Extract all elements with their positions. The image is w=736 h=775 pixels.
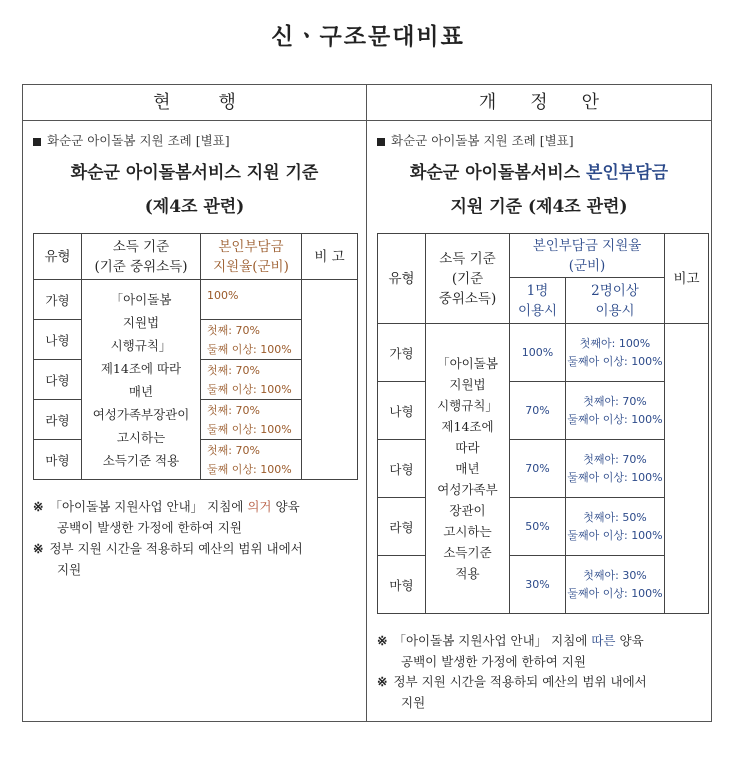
row-type: 마형 [378,556,426,614]
th-remark: 비 고 [302,234,358,280]
row-type: 나형 [34,320,82,360]
row-rate: 첫째: 70% 둘째 이상: 100% [201,360,302,400]
row-type: 가형 [34,280,82,320]
row-type: 라형 [34,400,82,440]
left-table-subtitle: (제4조 관련) [144,197,245,217]
row-rate-two: 첫째아: 50% 둘째아 이상: 100% [566,498,665,556]
row-rate-two: 첫째아: 70% 둘째아 이상: 100% [566,382,665,440]
row-type: 가형 [378,324,426,382]
th-rate: 본인부담금 지원율(군비) [201,234,302,280]
row-rate-two: 첫째아: 30% 둘째아 이상: 100% [566,556,665,614]
row-rate-one: 70% [510,440,566,498]
row-rate-one: 70% [510,382,566,440]
page-title: 신ㆍ구조문대비표 [271,24,465,50]
row-type: 나형 [378,382,426,440]
th-remark: 비고 [665,234,709,324]
left-ordinance-ref: 화순군 아이돌봄 지원 조례 [별표] [33,131,230,149]
right-table-subtitle: 지원 기준 (제4조 관련) [450,197,628,217]
row-rate-one: 30% [510,556,566,614]
left-table-title: 화순군 아이돌봄서비스 지원 기준 [70,163,319,183]
row-rate-two: 첫째아: 100% 둘째아 이상: 100% [566,324,665,382]
row-rate-one: 100% [510,324,566,382]
row-rate-one: 50% [510,498,566,556]
left-support-table [33,233,358,480]
square-bullet-icon [33,138,41,146]
header-revised: 개정안 [367,85,711,121]
th-type: 유형 [378,234,426,324]
row-rate: 첫째: 70% 둘째 이상: 100% [201,440,302,480]
remark-cell [302,280,358,480]
row-type: 라형 [378,498,426,556]
th-rate: 본인부담금 지원율 (군비) [510,234,665,278]
left-note-1: ※ 「아이돌봄 지원사업 안내」 지침에 의거 양육 공백이 발생한 가정에 한하여 지원 [33,499,300,535]
row-rate: 100% [201,280,302,320]
row-type: 마형 [34,440,82,480]
row-type: 다형 [34,360,82,400]
right-note-1: ※ 「아이돌봄 지원사업 안내」 지침에 따른 양육 공백이 발생한 가정에 한하여 지원 [377,633,644,669]
row-rate: 첫째: 70% 둘째 이상: 100% [201,400,302,440]
th-income: 소득 기준 (기준 중위소득) [82,234,201,280]
th-one-child: 1명 이용시 [510,278,566,324]
income-criteria: 「아이돌봄 지원법 시행규칙」 제14조에 따라 매년 여성가족부 장관이 고시하는 소득기준 적용 [426,324,510,614]
right-support-table [377,233,709,614]
row-rate-two: 첫째아: 70% 둘째아 이상: 100% [566,440,665,498]
row-rate: 첫째: 70% 둘째 이상: 100% [201,320,302,360]
income-criteria: 「아이돌봄 지원법 시행규칙」 제14조에 따라 매년 여성가족부장관이 고시하는 소득기준 적용 [82,280,201,480]
right-table-title: 화순군 아이돌봄서비스 본인부담금 [409,163,669,183]
right-note-2: ※ 정부 지원 시간을 적용하되 예산의 범위 내에서 지원 [377,674,647,710]
th-type: 유형 [34,234,82,280]
left-note-2: ※ 정부 지원 시간을 적용하되 예산의 범위 내에서 지원 [33,541,303,577]
header-current: 현행 [23,85,366,121]
right-ordinance-ref: 화순군 아이돌봄 지원 조례 [별표] [377,131,574,149]
th-income: 소득 기준 (기준 중위소득) [426,234,510,324]
th-two-plus: 2명이상 이용시 [566,278,665,324]
remark-cell [665,324,709,614]
square-bullet-icon [377,138,385,146]
row-type: 다형 [378,440,426,498]
